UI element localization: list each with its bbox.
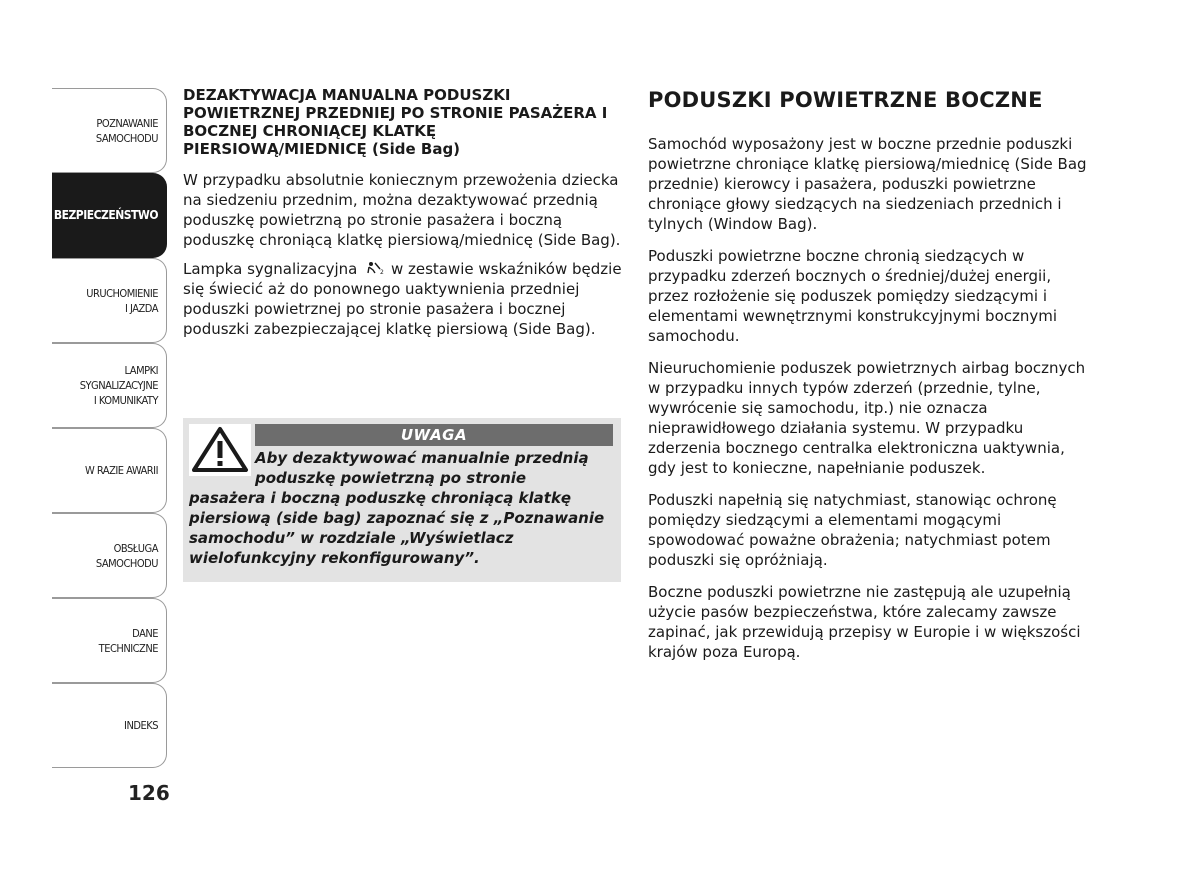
tab-bezpieczenstwo[interactable]	[52, 173, 167, 258]
warning-text	[189, 448, 614, 568]
warning-line: Aby dezaktywować manualnie przednią	[255, 449, 589, 467]
tab-uruchomienie-i-jazda[interactable]	[52, 258, 167, 343]
right-column	[648, 86, 1088, 662]
paragraph: Samochód wyposażony jest w boczne przednie poduszki powietrzne chroniące klatkę piersiową/miednicę (Side Bag przednie) kierowcy i pasażera, poduszki powietrzne chroniące głowy siedzących na siedzeniach przednich i tylnych (Window Bag).	[648, 135, 1087, 233]
svg-text:2: 2	[380, 269, 384, 275]
tab-label: LAMPKI SYGNALIZACYJNE I KOMUNIKATY	[79, 364, 158, 407]
paragraph: W przypadku absolutnie koniecznym przewożenia dziecka na siedzeniu przednim, można dezaktywować przednią poduszkę powietrzną po stronie pasażera i boczną poduszkę chroniącą klatkę piersiową/miednicę (Side Bag).	[183, 171, 621, 249]
paragraph: Boczne poduszki powietrzne nie zastępują ale uzupełnią użycie pasów bezpieczeństwa, które zalecamy zawsze zapinać, jak przewidują przepisy w Europie i w większości krajów poza Europą.	[648, 583, 1081, 661]
paragraph: Poduszki napełnią się natychmiast, stanowiąc ochronę pomiędzy siedzącymi a elementami mogącymi spowodować poważne obrażenia; natychmiast potem poduszki się opróżniają.	[648, 491, 1057, 569]
tab-w-razie-awarii[interactable]	[52, 428, 167, 513]
section-heading: DEZAKTYWACJA MANUALNA PODUSZKI POWIETRZNEJ PRZEDNIEJ PO STRONIE PASAŻERA I BOCZNEJ CHRONIĄCEJ KLATKĘ PIERSIOWĄ/MIEDNICĘ (Side Bag)	[183, 86, 608, 158]
tab-label: OBSŁUGA SAMOCHODU	[95, 541, 158, 570]
warning-header: UWAGA	[255, 424, 613, 446]
chapter-tabs	[52, 88, 167, 768]
page-number: 126	[128, 781, 170, 805]
tab-dane-techniczne[interactable]	[52, 598, 167, 683]
tab-label: W RAZIE AWARII	[84, 464, 158, 477]
paragraph: Poduszki powietrzne boczne chronią siedzących w przypadku zderzeń bocznych o średniej/dużej energii, przez rozłożenie się poduszek pomiędzy siedzącymi i elementami wewnętrznymi konstrukcyjnymi bocznymi samochodu.	[648, 247, 1058, 345]
warning-box	[183, 418, 621, 582]
main-heading: PODUSZKI POWIETRZNE BOCZNE	[648, 88, 1043, 112]
paragraph: Nieuruchomienie poduszek powietrznych airbag bocznych w przypadku innych typów zderzeń (przednie, tylne, wywrócenie się samochodu, itp.) nie oznacza nieprawidłowego działania systemu. W przypadku zderzenia bocznego centralka elektroniczna uaktywnia, gdy jest to konieczne, napełnianie poduszek.	[648, 359, 1086, 477]
paragraph-text: w zestawie wskaźników będzie się świecić aż do ponownego uaktywnienia przedniej poduszki powietrznej po stronie pasażera i bocznej poduszki zabezpieczającej klatkę piersiową (Side Bag).	[183, 260, 622, 338]
tab-label: POZNAWANIE SAMOCHODU	[95, 116, 158, 145]
paragraph-text: Lampka sygnalizacyjna	[183, 260, 358, 278]
tab-label: URUCHOMIENIE I JAZDA	[86, 286, 158, 315]
tab-indeks[interactable]	[52, 683, 167, 768]
tab-label: INDEKS	[124, 719, 158, 732]
airbag-off-lamp-icon	[362, 261, 386, 275]
warning-line: pasażera i boczną poduszkę chroniącą klatkę piersiową (side bag) zapoznać się z „Poznawanie samochodu” w rozdziale „Wyświetlacz wielofunkcyjny rekonfigurowany”.	[189, 489, 605, 567]
left-column	[183, 86, 623, 339]
tab-label: BEZPIECZEŃSTWO	[53, 208, 158, 222]
tab-poznawanie-samochodu[interactable]	[52, 88, 167, 173]
paragraph	[183, 259, 623, 339]
tab-lampki-sygnalizacyjne[interactable]	[52, 343, 167, 428]
tab-obsluga-samochodu[interactable]	[52, 513, 167, 598]
tab-label: DANE TECHNICZNE	[98, 626, 158, 655]
warning-line: poduszkę powietrzną po stronie	[255, 469, 527, 487]
